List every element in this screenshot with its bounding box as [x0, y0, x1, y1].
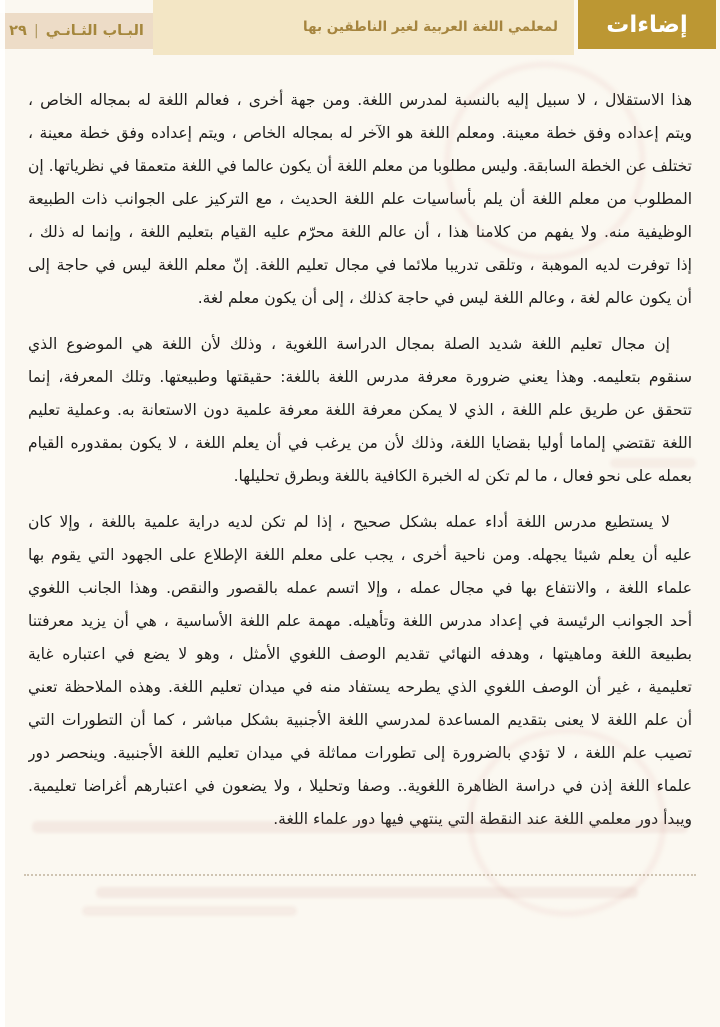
- chapter-label: البـاب الثـانـي: [45, 23, 144, 39]
- text-line: تتحقق عن طريق علم اللغة ، الذي لا يمكن معرفة اللغة معرفة علمية دون الاستعانة به. وعملية تعليم: [28, 401, 692, 419]
- text-line: سنقوم بتعليمه. وهذا يعني ضرورة معرفة مدرس اللغة باللغة: حقيقتها وطبيعتها. وتلك المعرفة، إنما: [28, 368, 692, 386]
- paragraph: [28, 506, 692, 836]
- paragraph: [28, 328, 692, 493]
- text-line: أن علم اللغة لا يعنى بتقديم المساعدة لمدرسي اللغة الأجنبية بشكل مباشر ، كما أن التطورات التي: [28, 711, 692, 729]
- text-line: أحد الجوانب الرئيسة في إعداد مدرس اللغة وتأهيله. مهمة علم اللغة الأساسية ، هي أن يزيد معرفتنا: [28, 612, 692, 630]
- header-title-bar: [153, 0, 574, 55]
- text-line: هذا الاستقلال ، لا سبيل إليه بالنسبة لمدرس اللغة. ومن جهة أخرى ، فعالم اللغة له بمجاله الخاص ،: [28, 91, 692, 109]
- text-line: بطبيعة اللغة وماهيتها ، وهدفه النهائي تقديم الوصف اللغوي الأمثل ، وهو لا يضع في اعتباره غاية: [28, 645, 692, 663]
- text-line: إذا توفرت لديه الموهبة ، وتلقى تدريبا ملائما في مجال تعليم اللغة. إنّ معلم اللغة ليس في حاجة إلى: [28, 256, 692, 274]
- page-number: ٢٩: [9, 23, 27, 39]
- dotted-separator: [24, 874, 696, 876]
- text-line: علماء اللغة إذن في دراسة الظاهرة اللغوية.. وصفا وتحليلا ، ولا يضعون في اعتبارهم أغراضا تعليمية.: [28, 777, 692, 795]
- header-title: لمعلمي اللغة العربية لغير الناطقين بها: [303, 19, 558, 35]
- text-line: اللغة تقتضي إلماما أوليا بقضايا اللغة، وذلك لأن من يرغب في أن يعلم اللغة ، لا يكون بمقدوره القيام: [28, 434, 692, 452]
- badge-label: إضاءات: [606, 11, 688, 38]
- paragraph: [28, 84, 692, 315]
- header-badge-box: [578, 0, 716, 49]
- bleed-through-footnote-1: [96, 887, 638, 898]
- text-line: الوظيفية منه. ولا يفهم من كلامنا هذا ، أن عالم اللغة محرّم عليه القيام بتعليم اللغة ، وإنما له ذلك ،: [28, 223, 692, 241]
- bleed-through-footnote-2: [82, 906, 297, 916]
- body-text: [28, 84, 692, 849]
- header-chapter-band: [0, 13, 153, 49]
- text-line: إن مجال تعليم اللغة شديد الصلة بمجال الدراسة اللغوية ، وذلك لأن اللغة هي الموضوع الذي: [28, 335, 670, 353]
- text-line: ويبدأ دور معلمي اللغة عند النقطة التي ينتهي فيها دور علماء اللغة.: [273, 810, 692, 828]
- text-line: المطلوب من معلم اللغة أن يلم بأساسيات علم اللغة الحديث ، مع التركيز على الجوانب ذات الطبيعة: [28, 190, 692, 208]
- text-line: تصيب علم اللغة ، لا تؤدي بالضرورة إلى تطورات مماثلة في ميدان تعليم اللغة الأجنبية. وينحصر دور: [28, 744, 692, 762]
- text-line: ويتم إعداده وفق خطة معينة. ومعلم اللغة هو الآخر له بمجاله الخاص ، ويتم إعداده وفق خطة معينة ،: [28, 124, 692, 142]
- text-line: علماء اللغة ، والانتفاع بها في مجال عمله ، وإلا اتسم عمله بالقصور والنقص. وهذا الجانب اللغوي: [28, 579, 692, 597]
- text-line: بعمله على نحو فعال ، ما لم تكن له الخبرة الكافية باللغة وبطرق تحليلها.: [233, 467, 692, 485]
- text-line: لا يستطيع مدرس اللغة أداء عمله بشكل صحيح ، إذا لم تكن لديه دراية علمية باللغة ، وإلا كان: [28, 513, 670, 531]
- text-line: تختلف عن الخطة السابقة. وليس مطلوبا من معلم اللغة أن يكون عالما في اللغة متعمقا في نظرياتها. إن: [28, 157, 692, 175]
- text-line: عليه أن يعلم شيئا يجهله. ومن ناحية أخرى ، يجب على معلم اللغة الإطلاع على الجهود التي يقوم بها: [28, 546, 692, 564]
- text-line: تعليمية ، غير أن الوصف اللغوي الذي يطرحه يستفاد منه في ميدان تعليم اللغة. وهذه الملاحظة تعني: [28, 678, 692, 696]
- scan-page-edge: [0, 0, 5, 1027]
- text-line: أن يكون عالم لغة ، وعالم اللغة ليس في حاجة كذلك ، إلى أن يكون معلم لغة.: [197, 289, 692, 307]
- chapter-page-divider: |: [33, 23, 39, 39]
